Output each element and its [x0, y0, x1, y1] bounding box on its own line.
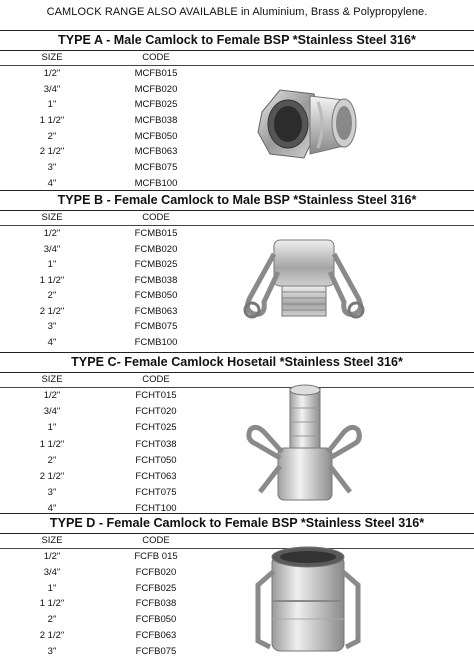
- table-row: [0, 565, 474, 581]
- fitting-d-illustration: [250, 541, 366, 659]
- code-cell: FCHT050: [135, 454, 177, 466]
- size-cell: 1": [47, 422, 57, 434]
- table-row: [0, 644, 474, 660]
- table-row: [0, 581, 474, 597]
- code-cell: FCFB063: [135, 629, 177, 641]
- type-d-section: [0, 513, 474, 660]
- code-cell: FCMB100: [134, 336, 178, 348]
- section-title: TYPE B - Female Camlock to Male BSP *Stainless Steel 316*: [0, 190, 474, 211]
- code-cell: MCFB075: [134, 162, 178, 174]
- table-row: [0, 97, 474, 113]
- male-camlock-female-bsp-image: [252, 72, 364, 184]
- code-cell: FCFB020: [135, 566, 177, 578]
- table-header: [0, 211, 474, 226]
- size-cell: 3/4": [43, 406, 61, 418]
- size-header: SIZE: [41, 535, 63, 546]
- code-cell: MCFB063: [134, 146, 178, 158]
- code-cell: FCHT063: [135, 470, 177, 482]
- table-row: [0, 485, 474, 501]
- size-cell: 4": [47, 503, 57, 515]
- code-cell: MCFB100: [134, 177, 178, 189]
- table-row: [0, 612, 474, 628]
- code-header: CODE: [142, 374, 170, 385]
- table-row: [0, 420, 474, 436]
- code-cell: FCMB015: [134, 228, 178, 239]
- table-row: [0, 437, 474, 453]
- size-cell: 2": [47, 290, 57, 301]
- code-cell: FCFB050: [135, 614, 177, 626]
- size-cell: 3": [47, 645, 57, 657]
- table-header: [0, 373, 474, 388]
- size-cell: 1/2": [43, 551, 61, 562]
- code-cell: FCMB020: [134, 243, 178, 255]
- size-header: SIZE: [41, 374, 63, 385]
- table-row: [0, 628, 474, 644]
- size-cell: 3/4": [43, 243, 61, 255]
- size-cell: 1 1/2": [39, 438, 65, 450]
- section-title: TYPE A - Male Camlock to Female BSP *Stainless Steel 316*: [0, 30, 474, 51]
- code-cell: FCFB075: [135, 645, 177, 657]
- type-b-section: [0, 190, 474, 350]
- code-cell: FCMB063: [134, 305, 178, 317]
- table-row: [0, 144, 474, 160]
- code-cell: FCMB038: [134, 274, 178, 286]
- female-camlock-female-bsp-image: [250, 541, 366, 659]
- code-header: CODE: [142, 52, 170, 63]
- size-cell: 1 1/2": [39, 274, 65, 286]
- size-cell: 2 1/2": [39, 305, 65, 317]
- female-camlock-male-bsp-image: [234, 232, 374, 328]
- type-d-rows: [0, 549, 474, 660]
- size-cell: 2": [47, 614, 57, 626]
- size-cell: 2 1/2": [39, 629, 65, 641]
- type-a-rows: [0, 66, 474, 192]
- code-cell: MCFB020: [134, 83, 178, 95]
- code-cell: FCHT075: [135, 487, 177, 499]
- fitting-a-illustration: [252, 72, 364, 184]
- table-row: [0, 596, 474, 612]
- table-row: [0, 160, 474, 176]
- table-row: [0, 82, 474, 98]
- size-cell: 3": [47, 487, 57, 499]
- fitting-c-illustration: [244, 382, 364, 508]
- type-c-section: [0, 352, 474, 518]
- size-cell: 2 1/2": [39, 470, 65, 482]
- section-title: TYPE C- Female Camlock Hosetail *Stainless Steel 316*: [0, 352, 474, 373]
- size-cell: 2 1/2": [39, 146, 65, 158]
- size-cell: 1/2": [43, 390, 61, 401]
- code-cell: FCFB038: [135, 598, 177, 610]
- size-cell: 3/4": [43, 566, 61, 578]
- size-cell: 1/2": [43, 228, 61, 239]
- code-cell: FCHT038: [135, 438, 177, 450]
- code-cell: FCMB075: [134, 321, 178, 332]
- size-cell: 4": [47, 336, 57, 348]
- code-cell: MCFB025: [134, 99, 178, 111]
- type-c-rows: [0, 388, 474, 518]
- table-header: [0, 51, 474, 66]
- size-cell: 3/4": [43, 83, 61, 95]
- table-row: [0, 549, 474, 565]
- code-cell: MCFB038: [134, 115, 178, 127]
- size-cell: 4": [47, 177, 57, 189]
- table-row: [0, 404, 474, 420]
- code-cell: MCFB015: [134, 68, 178, 79]
- table-row: [0, 335, 474, 351]
- code-cell: FCHT025: [135, 422, 177, 434]
- size-cell: 2": [47, 130, 57, 142]
- table-header: [0, 534, 474, 549]
- table-row: [0, 453, 474, 469]
- size-cell: 2": [47, 454, 57, 466]
- table-row: [0, 388, 474, 404]
- size-header: SIZE: [41, 52, 63, 63]
- size-cell: 1 1/2": [39, 115, 65, 127]
- code-cell: FCFB 015: [134, 551, 178, 562]
- table-row: [0, 469, 474, 485]
- size-header: SIZE: [41, 212, 63, 223]
- fitting-b-illustration: [234, 232, 374, 328]
- size-cell: 3": [47, 321, 57, 332]
- table-row: [0, 129, 474, 145]
- size-cell: 1 1/2": [39, 598, 65, 610]
- code-cell: FCMB025: [134, 259, 178, 270]
- size-cell: 3": [47, 162, 57, 174]
- size-cell: 1/2": [43, 68, 61, 79]
- code-cell: FCHT015: [135, 390, 177, 401]
- code-header: CODE: [142, 212, 170, 223]
- table-row: [0, 113, 474, 129]
- code-header: CODE: [142, 535, 170, 546]
- code-cell: FCFB025: [135, 582, 177, 594]
- code-cell: FCHT020: [135, 406, 177, 418]
- code-cell: MCFB050: [134, 130, 178, 142]
- size-cell: 1": [47, 99, 57, 111]
- size-cell: 1": [47, 582, 57, 594]
- female-camlock-hosetail-image: [244, 382, 364, 508]
- table-row: [0, 66, 474, 82]
- code-cell: FCMB050: [134, 290, 178, 301]
- size-cell: 1": [47, 259, 57, 270]
- range-note: CAMLOCK RANGE ALSO AVAILABLE in Aluminium, Brass & Polypropylene.: [46, 6, 428, 18]
- type-a-section: [0, 30, 474, 192]
- section-title: TYPE D - Female Camlock to Female BSP *Stainless Steel 316*: [0, 513, 474, 534]
- code-cell: FCHT100: [135, 503, 177, 515]
